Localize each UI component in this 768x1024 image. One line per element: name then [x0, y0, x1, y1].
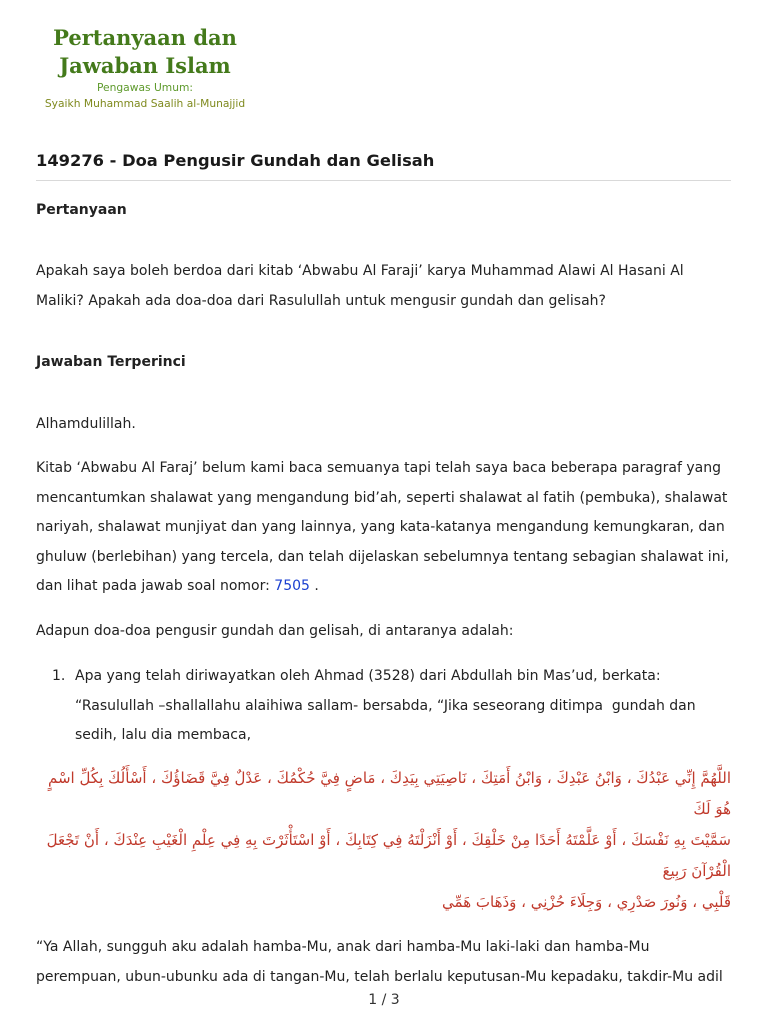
answer-paragraph-1	[36, 454, 731, 602]
translation-line: perempuan, ubun-ubunku ada di tangan-Mu, telah berlalu keputusan-Mu kepadaku, takdir-Mu adil	[36, 968, 723, 985]
page-title: 149276 - Doa Pengusir Gundah dan Gelisah	[36, 151, 435, 170]
doa-section	[36, 763, 731, 992]
arabic-doa-line: قَلْبِي ، وَنُورَ صَدْرِي ، وَجِلَاءَ حُزْنِي ، وَذَهَابَ هَمِّي	[442, 893, 731, 911]
paragraph-line	[36, 572, 731, 602]
answer-reference-link[interactable]: 7505	[274, 578, 310, 594]
arabic-doa-line: اللَّهُمَّ إِنِّي عَبْدُكَ ، وَابْنُ عَبْدِكَ ، وَابْنُ أَمَتِكَ ، نَاصِيَتِي بِيَدِكَ ، مَاضٍ فِيَّ حُكْمُكَ ، عَدْلٌ فِيَّ قَضَاؤُكَ ، أَسْأَلُكَ بِكُلِّ اسْمٍ هُوَ لَكَ	[47, 769, 731, 818]
logo-title-line-2: Jawaban Islam	[59, 53, 231, 78]
question-heading: Pertanyaan	[36, 202, 127, 218]
site-logo	[20, 24, 270, 112]
list-item-line: Apa yang telah diriwayatkan oleh Ahmad (3528) dari Abdullah bin Mas’ud, berkata:	[75, 668, 661, 684]
paragraph-line: ghuluw (berlebihan) yang tercela, dan telah dijelaskan sebelumnya tentang sebagian shalawat ini,	[36, 548, 729, 565]
paragraph-line: nariyah, shalawat munjiyat dan yang lainnya, yang kata-katanya mengandung kemungkaran, dan	[36, 519, 725, 535]
paragraph-line: Kitab ‘Abwabu Al Faraj’ belum kami baca semuanya tapi telah saya baca beberapa paragraf yang	[36, 460, 722, 476]
translation-line: “Ya Allah, sungguh aku adalah hamba-Mu, anak dari hamba-Mu laki-laki dan hamba-Mu	[36, 939, 650, 955]
arabic-doa-line: سَمَّيْتَ بِهِ نَفْسَكَ ، أَوْ عَلَّمْتَهُ أَحَدًا مِنْ خَلْقِكَ ، أَوْ أَنْزَلْتَهُ فِي كِتَابِكَ ، أَوْ اسْتَأْثَرْتَ بِهِ فِي عِلْمِ الْغَيْبِ عِنْدَكَ ، أَنْ تَجْعَلَ الْقُرْآنَ رَبِيعَ	[46, 831, 731, 880]
supervisor-name: Syaikh Muhammad Saalih al-Munajjid	[44, 97, 246, 110]
list-item-marker: 1.	[52, 668, 66, 684]
paragraph-text: dan lihat pada jawab soal nomor:	[36, 578, 275, 594]
answer-heading: Jawaban Terperinci	[36, 354, 186, 370]
list-item	[75, 662, 731, 751]
answer-paragraph-2: Adapun doa-doa pengusir gundah dan gelisah, di antaranya adalah:	[36, 623, 514, 639]
paragraph-line: mencantumkan shalawat yang mengandung bid’ah, seperti shalawat al fatih (pembuka), shalawat	[36, 489, 728, 506]
logo-title-line-1: Pertanyaan dan	[53, 25, 237, 50]
title-divider	[36, 180, 731, 181]
question-line: Apakah saya boleh berdoa dari kitab ‘Abwabu Al Faraji’ karya Muhammad Alawi Al Hasani Al	[36, 263, 684, 279]
answer-opening: Alhamdulillah.	[36, 416, 136, 432]
list-item-line: “Rasulullah –shallallahu alaihiwa sallam- bersabda, “Jika seseorang ditimpa gundah dan	[75, 697, 696, 714]
question-line: Maliki? Apakah ada doa-doa dari Rasulullah untuk mengusir gundah dan gelisah?	[36, 292, 606, 309]
question-text	[36, 257, 731, 316]
arabic-doa	[36, 763, 731, 918]
page-number: 1 / 3	[368, 992, 400, 1008]
doa-translation	[36, 933, 731, 992]
supervisor-label: Pengawas Umum:	[96, 81, 194, 94]
paragraph-text: .	[309, 578, 319, 594]
numbered-list	[36, 662, 731, 751]
list-item-line: sedih, lalu dia membaca,	[75, 727, 252, 743]
